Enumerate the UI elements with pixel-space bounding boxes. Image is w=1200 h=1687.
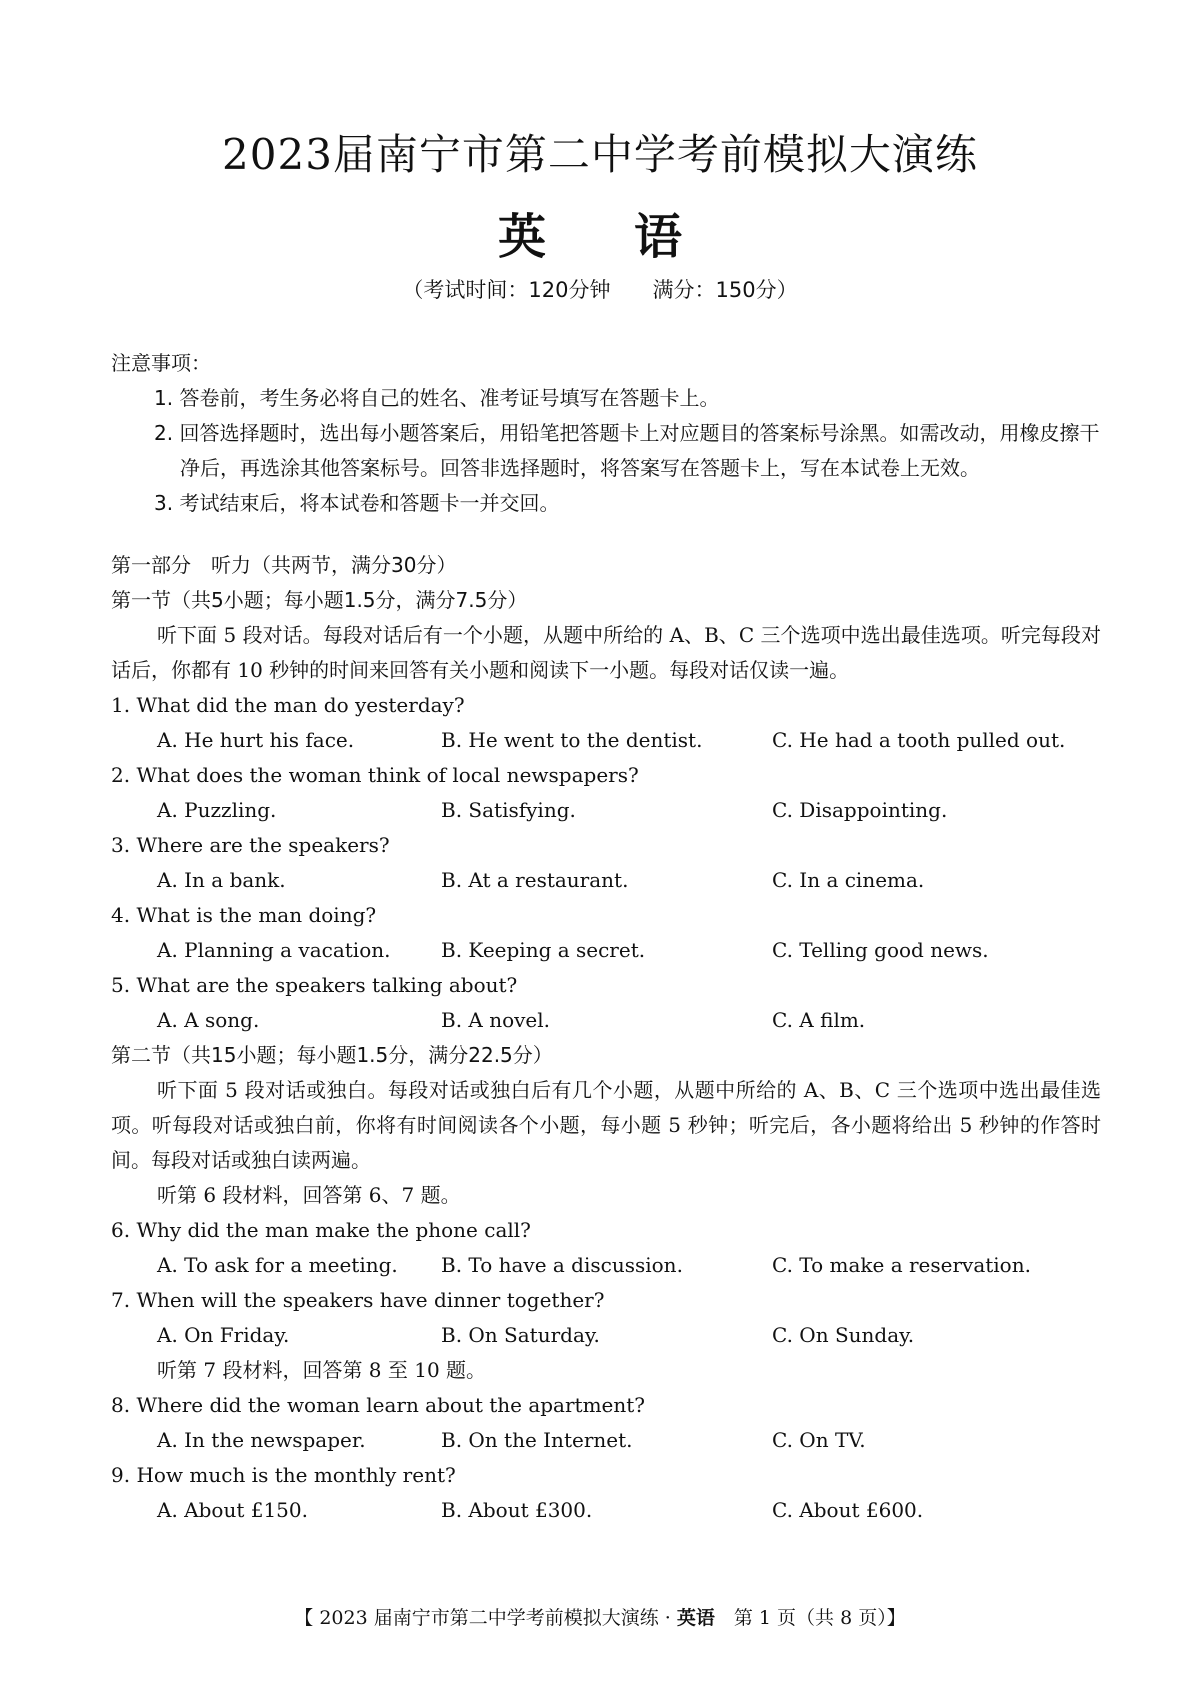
options-9 (111, 1493, 1101, 1528)
question-6: 6. Why did the man make the phone call? (111, 1218, 531, 1242)
options-3 (111, 863, 1101, 898)
section1-heading: 第一节（共5小题；每小题1.5分，满分7.5分） (111, 588, 528, 612)
exam-time: （考试时间：120分钟 (402, 278, 611, 302)
note-item: 2. 回答选择题时，选出每小题答案后，用铅笔把答题卡上对应题目的答案标号涂黑。如需改动，用橡皮擦干净后，再选涂其他答案标号。回答非选择题时，将答案写在答题卡上，写在本试卷上无效。 (154, 421, 1100, 480)
option-a: A. A song. (157, 1008, 260, 1032)
option-c: C. Telling good news. (772, 938, 989, 962)
option-b: B. A novel. (441, 1008, 551, 1032)
exam-info (0, 274, 1200, 304)
footer-subject: 英语 (676, 1607, 715, 1629)
options-8 (111, 1423, 1101, 1458)
question-8: 8. Where did the woman learn about the apartment? (111, 1393, 646, 1417)
option-a: A. Puzzling. (157, 798, 277, 822)
option-c: C. Disappointing. (772, 798, 948, 822)
option-a: A. In a bank. (157, 868, 286, 892)
section2-instructions: 听下面 5 段对话或独白。每段对话或独白后有几个小题，从题中所给的 A、B、C 三个选项中选出最佳选项。听每段对话或独白前，你将有时间阅读各个小题，每小题 5 秒钟；听完后，各小题将给出 5 秒钟的作答时间。每段对话或独白读两遍。 (111, 1078, 1101, 1172)
exam-content (111, 346, 1101, 1528)
option-a: A. On Friday. (157, 1323, 290, 1347)
exam-title: 2023届南宁市第二中学考前模拟大演练 (222, 130, 978, 179)
option-c: C. A film. (772, 1008, 866, 1032)
question-1: 1. What did the man do yesterday? (111, 693, 465, 717)
option-a: A. Planning a vacation. (157, 938, 391, 962)
option-c: C. On TV. (772, 1428, 866, 1452)
question-9: 9. How much is the monthly rent? (111, 1463, 456, 1487)
options-1 (111, 723, 1101, 758)
option-b: B. To have a discussion. (441, 1253, 683, 1277)
question-7: 7. When will the speakers have dinner together? (111, 1288, 605, 1312)
option-c: C. He had a tooth pulled out. (772, 728, 1066, 752)
options-6 (111, 1248, 1101, 1283)
option-c: C. On Sunday. (772, 1323, 915, 1347)
exam-subject: 英 语 (497, 209, 702, 265)
options-5 (111, 1003, 1101, 1038)
page-footer (0, 1603, 1200, 1630)
option-b: B. On Saturday. (441, 1323, 600, 1347)
option-a: A. About £150. (157, 1498, 308, 1522)
option-b: B. He went to the dentist. (441, 728, 703, 752)
section2-heading: 第二节（共15小题；每小题1.5分，满分22.5分） (111, 1043, 553, 1067)
footer-page-number: 第 1 页（共 8 页）】 (714, 1607, 906, 1629)
notes-heading: 注意事项： (111, 351, 211, 375)
question-2: 2. What does the woman think of local newspapers? (111, 763, 639, 787)
note-item: 3. 考试结束后，将本试卷和答题卡一并交回。 (154, 491, 560, 515)
option-a: A. In the newspaper. (157, 1428, 366, 1452)
option-b: B. Satisfying. (441, 798, 576, 822)
option-c: C. In a cinema. (772, 868, 925, 892)
question-5: 5. What are the speakers talking about? (111, 973, 518, 997)
option-b: B. On the Internet. (441, 1428, 633, 1452)
option-b: B. Keeping a secret. (441, 938, 646, 962)
options-7 (111, 1318, 1101, 1353)
part1-heading: 第一部分 听力（共两节，满分30分） (111, 553, 457, 577)
question-3: 3. Where are the speakers? (111, 833, 390, 857)
option-a: A. He hurt his face. (157, 728, 355, 752)
footer-left: 【 2023 届南宁市第二中学考前模拟大演练 · (294, 1607, 677, 1629)
options-2 (111, 793, 1101, 828)
section1-instructions: 听下面 5 段对话。每段对话后有一个小题，从题中所给的 A、B、C 三个选项中选出最佳选项。听完每段对话后，你都有 10 秒钟的时间来回答有关小题和阅读下一小题。每段对话仅读一遍。 (111, 623, 1101, 682)
full-score: 满分：150分） (652, 278, 798, 302)
option-b: B. About £300. (441, 1498, 593, 1522)
question-4: 4. What is the man doing? (111, 903, 377, 927)
material-6-instruction: 听第 6 段材料，回答第 6、7 题。 (157, 1183, 461, 1207)
material-7-instruction: 听第 7 段材料，回答第 8 至 10 题。 (157, 1358, 487, 1382)
option-b: B. At a restaurant. (441, 868, 629, 892)
note-item: 1. 答卷前，考生务必将自己的姓名、准考证号填写在答题卡上。 (154, 386, 720, 410)
option-c: C. To make a reservation. (772, 1253, 1031, 1277)
options-4 (111, 933, 1101, 968)
option-c: C. About £600. (772, 1498, 924, 1522)
option-a: A. To ask for a meeting. (157, 1253, 398, 1277)
